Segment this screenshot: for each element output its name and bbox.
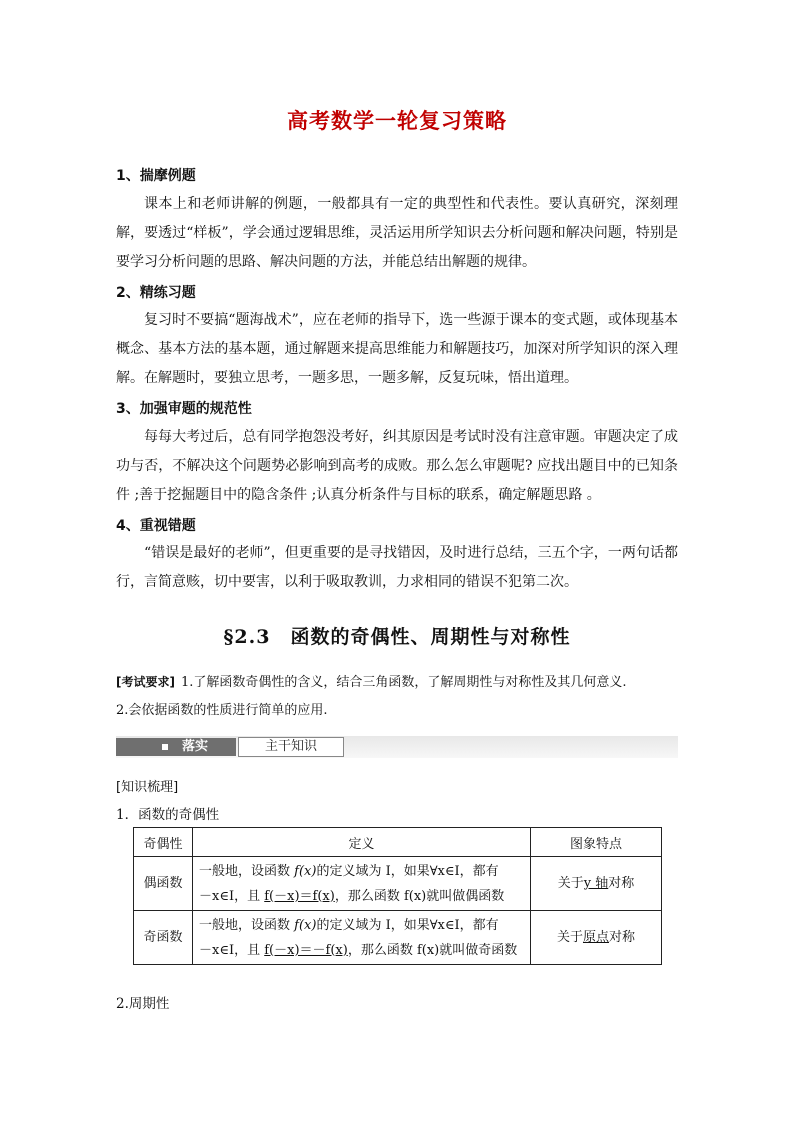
banner-right-label: 主干知识 bbox=[238, 737, 344, 757]
row-definition bbox=[193, 911, 531, 965]
table-row bbox=[134, 857, 662, 911]
feature-text: 关于 bbox=[556, 930, 583, 945]
table-header-row bbox=[134, 828, 662, 857]
table-header-cell: 定义 bbox=[193, 828, 531, 857]
banner-left-label: 落实 bbox=[182, 739, 209, 754]
def-formula: f(x) bbox=[294, 863, 317, 879]
section-heading-2: 2、精练习题 bbox=[116, 285, 196, 301]
row-name: 奇函数 bbox=[134, 911, 193, 965]
def-text: 的定义域为 I，如果∀x∈I，都有 bbox=[316, 917, 499, 933]
def-text: 一般地，设函数 bbox=[199, 863, 295, 879]
def-line bbox=[199, 913, 524, 938]
def-text: ，那么函数 f(x)就叫做偶函数 bbox=[334, 888, 505, 904]
feature-key: 原点 bbox=[582, 930, 609, 945]
banner-square-icon bbox=[162, 744, 168, 750]
def-text: ，那么函数 f(x)就叫做奇函数 bbox=[347, 942, 518, 958]
section-paragraph-3: 每每大考过后，总有同学抱怨没考好，纠其原因是考试时没有注意审题。审题决定了成功与否，不解决这个问题势必影响到高考的成败。那么怎么审题呢? 应找出题目中的已知条件 ;善于挖掘题目中的隐含条件 ;认真分析条件与目标的联系，确定解题思路 。 bbox=[116, 429, 678, 503]
def-text: －x∈I，且 bbox=[199, 888, 265, 904]
exam-req-line-2: 2.会依据函数的性质进行简单的应用. bbox=[116, 703, 328, 718]
table-row bbox=[134, 911, 662, 965]
table-header-cell: 图象特点 bbox=[531, 828, 662, 857]
item-2-heading: 2.周期性 bbox=[116, 996, 170, 1012]
def-line bbox=[199, 884, 524, 909]
feature-key: y 轴 bbox=[583, 876, 609, 891]
table-header-cell: 奇偶性 bbox=[134, 828, 193, 857]
feature-text: 对称 bbox=[608, 876, 635, 891]
row-definition bbox=[193, 857, 531, 911]
section-paragraph-2: 复习时不要搞“题海战术”，应在老师的指导下，选一些源于课本的变式题，或体现基本概念、基本方法的基本题，通过解题来提高思维能力和解题技巧，加深对所学知识的深入理解。在解题时，要独立思考，一题多思，一题多解，反复玩味，悟出道理。 bbox=[116, 312, 678, 386]
section-banner bbox=[116, 736, 678, 758]
banner-dark-tab bbox=[116, 738, 236, 756]
page-title: 高考数学一轮复习策略 bbox=[287, 109, 507, 133]
section-heading-4: 4、重视错题 bbox=[116, 518, 196, 534]
chapter-title: §2.3 函数的奇偶性、周期性与对称性 bbox=[223, 626, 571, 648]
exam-requirements bbox=[116, 668, 678, 725]
def-condition: f(－x)＝f(x) bbox=[264, 888, 335, 904]
row-feature bbox=[531, 911, 662, 965]
def-formula: f(x) bbox=[294, 917, 317, 933]
row-feature bbox=[531, 857, 662, 911]
section-heading-1: 1、揣摩例题 bbox=[116, 168, 196, 184]
def-text: 的定义域为 I，如果∀x∈I，都有 bbox=[316, 863, 499, 879]
knowledge-label: [知识梳理] bbox=[116, 780, 179, 795]
def-condition: f(－x)＝－f(x) bbox=[264, 942, 348, 958]
item-1-heading: 1．函数的奇偶性 bbox=[116, 807, 220, 823]
exam-req-tag: [考试要求] bbox=[116, 675, 175, 689]
parity-table bbox=[133, 827, 662, 965]
exam-req-line-1 bbox=[116, 668, 678, 697]
feature-text: 关于 bbox=[557, 876, 584, 891]
exam-req-text-1: 1.了解函数奇偶性的含义，结合三角函数，了解周期性与对称性及其几何意义. bbox=[180, 675, 627, 690]
def-line bbox=[199, 859, 524, 884]
def-line bbox=[199, 938, 524, 963]
row-name: 偶函数 bbox=[134, 857, 193, 911]
section-heading-3: 3、加强审题的规范性 bbox=[116, 401, 252, 417]
feature-text: 对称 bbox=[609, 930, 636, 945]
def-text: 一般地，设函数 bbox=[199, 917, 295, 933]
section-paragraph-1: 课本上和老师讲解的例题，一般都具有一定的典型性和代表性。要认真研究，深刻理解，要透过“样板”，学会通过逻辑思维，灵活运用所学知识去分析问题和解决问题，特别是要学习分析问题的思路、解决问题的方法，并能总结出解题的规律。 bbox=[116, 196, 678, 270]
section-paragraph-4: “错误是最好的老师”，但更重要的是寻找错因，及时进行总结，三五个字，一两句话都行，言简意赅，切中要害，以利于吸取教训，力求相同的错误不犯第二次。 bbox=[116, 545, 678, 590]
def-text: －x∈I，且 bbox=[199, 942, 265, 958]
